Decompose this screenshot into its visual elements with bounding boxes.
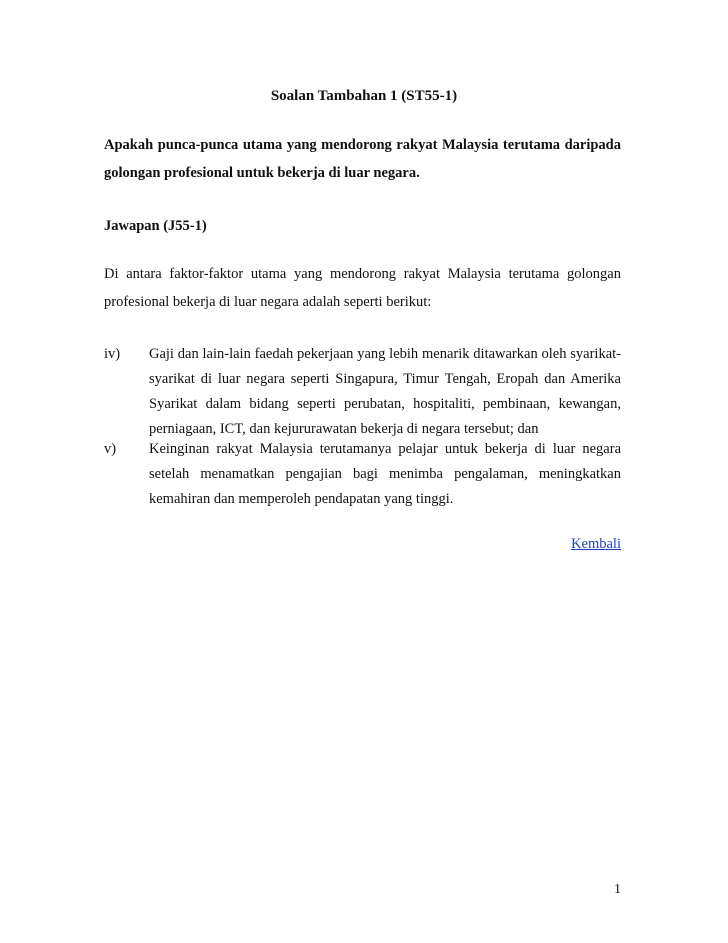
- answer-intro: Di antara faktor-faktor utama yang mendorong rakyat Malaysia terutama golongan profesional bekerja di luar negara adalah seperti berikut:: [104, 266, 621, 310]
- list-item-text: Keinginan rakyat Malaysia terutamanya pelajar untuk bekerja di luar negara setelah menamatkan pengajian bagi menimba pengalaman, meningkatkan kemahiran dan memperoleh pendapatan yang tinggi.: [149, 441, 621, 507]
- page-number: 1: [614, 882, 621, 897]
- document-title: Soalan Tambahan 1 (ST55-1): [270, 88, 458, 104]
- list-item-number: v): [104, 441, 117, 457]
- back-link[interactable]: Kembali: [571, 536, 621, 552]
- list-item-number: iv): [104, 346, 121, 362]
- answer-heading: Jawapan (J55-1): [104, 218, 207, 234]
- list-item-text: Gaji dan lain-lain faedah pekerjaan yang lebih menarik ditawarkan oleh syarikat-syarikat di luar negara seperti Singapura, Timur Tengah, Eropah dan Amerika Syarikat dalam bidang seperti perubatan, hospitaliti, pembinaan, kewangan, perniagaan, ICT, dan kejururawatan bekerja di negara tersebut; dan: [149, 346, 621, 437]
- question-text: Apakah punca-punca utama yang mendorong rakyat Malaysia terutama daripada golongan profesional untuk bekerja di luar negara.: [104, 137, 621, 181]
